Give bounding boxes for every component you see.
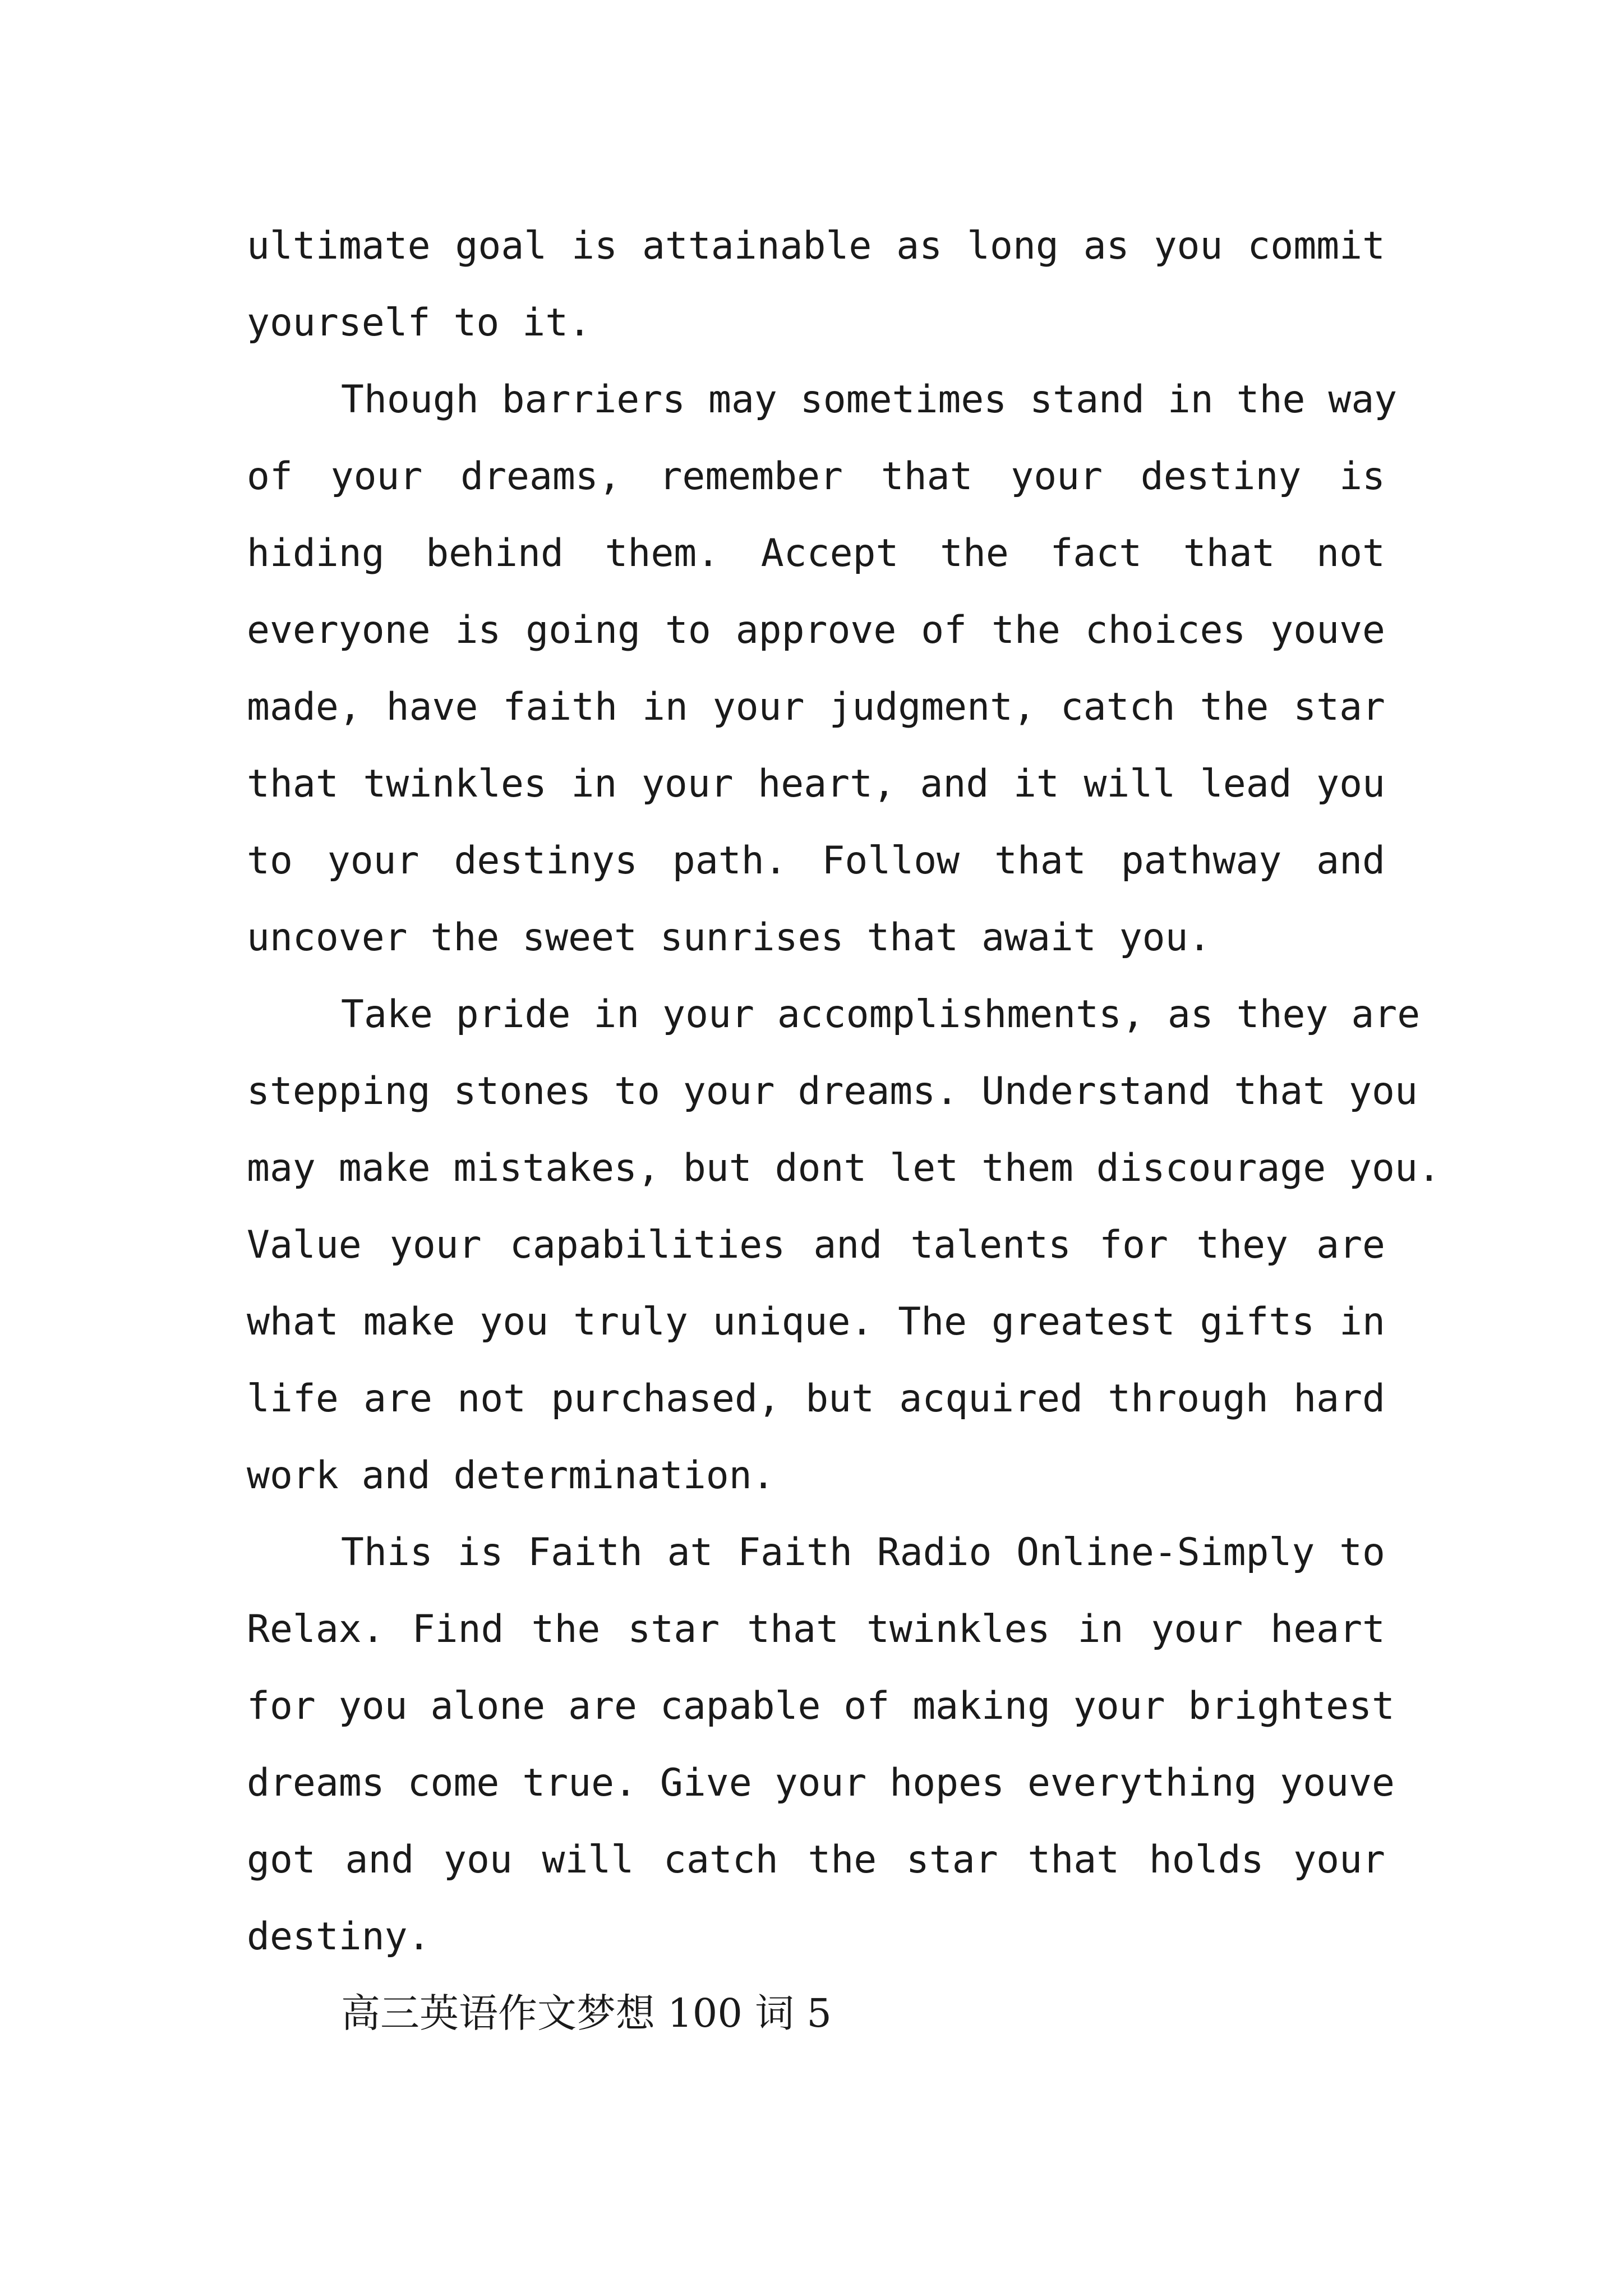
section-heading: 高三英语作文梦想 100 词 5 — [341, 1990, 832, 2036]
text-line: Relax. Find the star that twinkles in your heart — [247, 1607, 1385, 1651]
text-line: of your dreams, remember that your destiny is — [247, 454, 1385, 499]
text-line: yourself to it. — [247, 301, 592, 345]
text-line: for you alone are capable of making your brightest — [247, 1684, 1395, 1728]
text-line: everyone is going to approve of the choices youve — [247, 608, 1385, 652]
text-line: hiding behind them. Accept the fact that not — [247, 531, 1385, 576]
text-line: got and you will catch the star that holds your — [247, 1838, 1385, 1882]
paragraph-first-line: This is Faith at Faith Radio Online-Simply to — [341, 1530, 1385, 1575]
paragraph-first-line: Take pride in your accomplishments, as they are — [341, 992, 1421, 1037]
text-line: that twinkles in your heart, and it will lead you — [247, 762, 1385, 806]
text-line: work and determination. — [247, 1453, 775, 1498]
text-line: stepping stones to your dreams. Understand that you — [247, 1069, 1418, 1114]
text-line: may make mistakes, but dont let them discourage you. — [247, 1146, 1441, 1190]
text-line: Value your capabilities and talents for they are — [247, 1223, 1385, 1267]
text-line: made, have faith in your judgment, catch the star — [247, 685, 1385, 729]
text-line: dreams come true. Give your hopes everything youve — [247, 1761, 1395, 1805]
body-text — [247, 208, 1441, 2052]
paragraph-first-line: Though barriers may sometimes stand in the way — [341, 378, 1398, 422]
text-line: what make you truly unique. The greatest gifts in — [247, 1300, 1385, 1344]
text-line: destiny. — [247, 1915, 431, 1959]
text-line: life are not purchased, but acquired through hard — [247, 1377, 1385, 1421]
text-line: uncover the sweet sunrises that await you. — [247, 915, 1211, 960]
text-line: to your destinys path. Follow that pathway and — [247, 839, 1385, 883]
text-line: ultimate goal is attainable as long as you commit — [247, 224, 1385, 268]
